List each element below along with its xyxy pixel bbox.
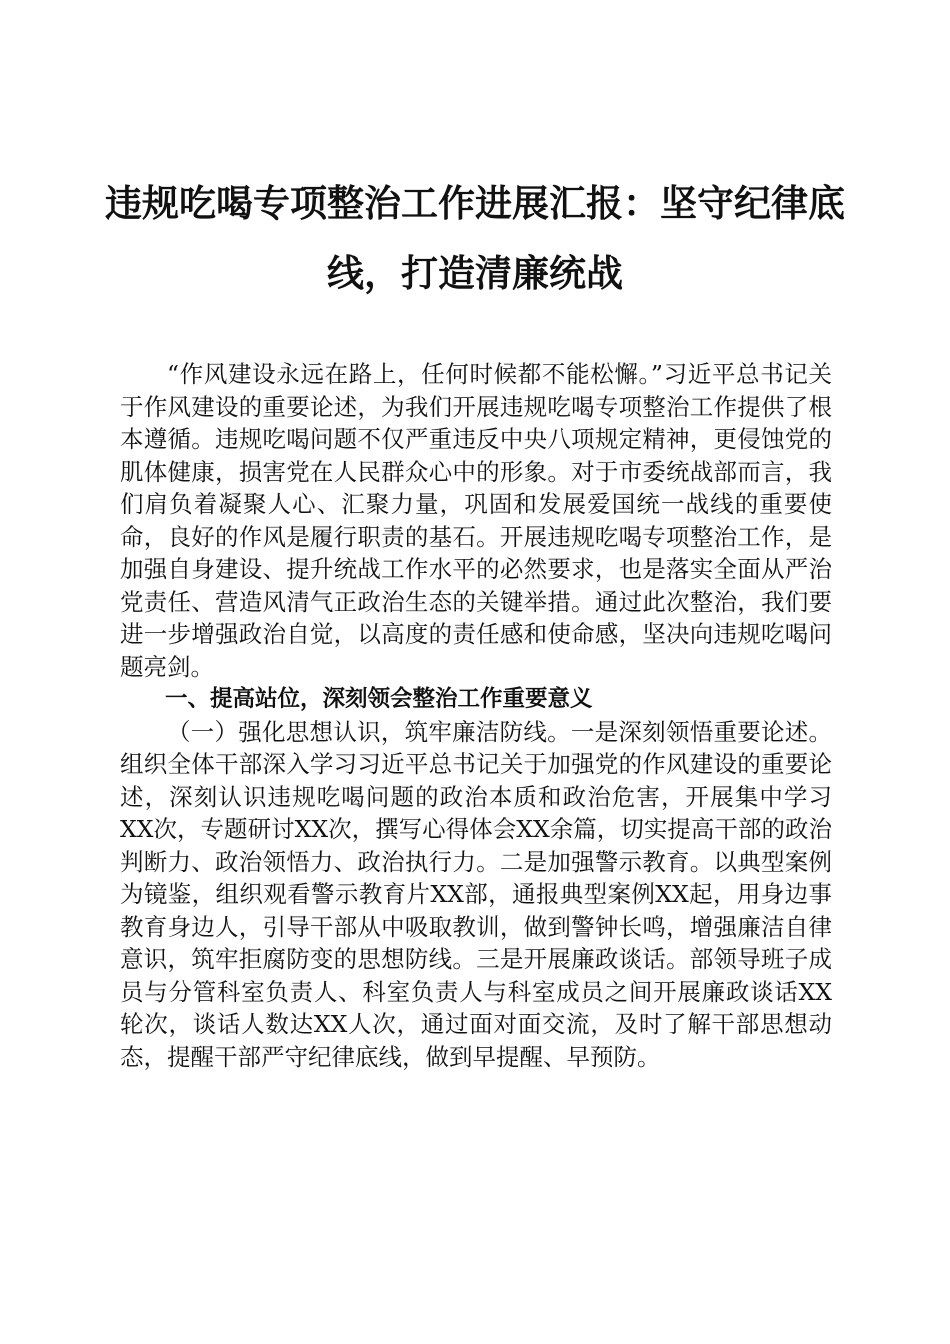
document-title: 违规吃喝专项整治工作进展汇报：坚守纪律底线，打造清廉统战 [105,181,845,295]
section-paragraph: （一）强化思想认识，筑牢廉洁防线。一是深刻领悟重要论述。组织全体干部深入学习习近平总书记关于加强党的作风建设的重要论述，深刻认识违规吃喝问题的政治本质和政治危害，开展集中学习XX次，专题研讨XX次，撰写心得体会XX余篇，切实提高干部的政治判断力、政治领悟力、政治执行力。二是加强警示教育。以典型案例为镜鉴，组织观看警示教育片XX部，通报典型案例XX起，用身边事教育身边人，引导干部从中吸取教训，做到警钟长鸣，增强廉洁自律意识，筑牢拒腐防变的思想防线。三是开展廉政谈话。部领导班子成员与分管科室负责人、科室负责人与科室成员之间开展廉政谈话XX轮次，谈话人数达XX人次，通过面对面交流，及时了解干部思想动态，提醒干部严守纪律底线，做到早提醒、早预防。 [120,717,832,1071]
section-heading: 一、提高站位，深刻领会整治工作重要意义 [165,686,593,712]
document-body [120,358,832,1073]
intro-paragraph: “作风建设永远在路上，任何时候都不能松懈。”习近平总书记关于作风建设的重要论述，为我们开展违规吃喝专项整治工作提供了根本遵循。违规吃喝问题不仅严重违反中央八项规定精神，更侵蚀党的肌体健康，损害党在人民群众心中的形象。对于市委统战部而言，我们肩负着凝聚人心、汇聚力量，巩固和发展爱国统一战线的重要使命，良好的作风是履行职责的基石。开展违规吃喝专项整治工作，是加强自身建设、提升统战工作水平的必然要求，也是落实全面从严治党责任、营造风清气正政治生态的关键举措。通过此次整治，我们要进一步增强政治自觉，以高度的责任感和使命感，坚决向违规吃喝问题亮剑。 [120,360,832,681]
